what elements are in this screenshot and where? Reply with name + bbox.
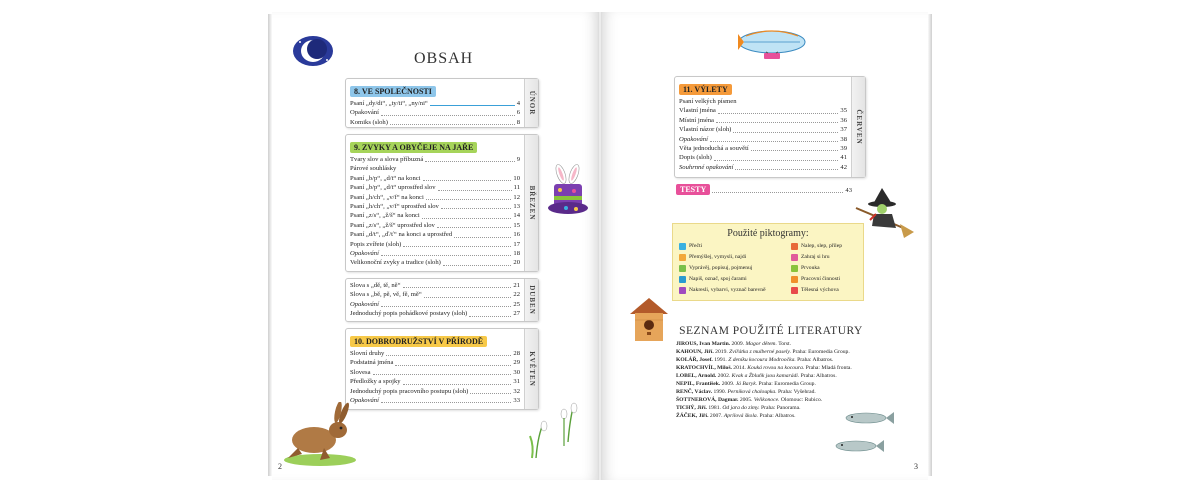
toc-row[interactable] <box>350 202 520 211</box>
toc-entry-page: 25 <box>513 300 520 308</box>
section-heading: 8. VE SPOLEČNOSTI <box>350 86 436 97</box>
scissors-icon <box>791 276 798 283</box>
toc-row[interactable] <box>350 230 520 239</box>
toc-entry-title: Vlastní názor (sloh) <box>679 126 732 134</box>
pictogram-item: Prvouka <box>791 265 820 272</box>
pictogram-legend-title: Použité piktogramy: <box>727 228 809 239</box>
toc-entry-page: 27 <box>513 310 520 318</box>
pictogram-item: Vyprávěj, popisuj, pojmenuj <box>679 265 752 272</box>
snowdrop-flowers-icon <box>524 398 584 460</box>
moon-icon <box>292 34 334 68</box>
toc-entry-title: Slova s „dě, tě, ně“ <box>350 281 401 289</box>
toc-row[interactable] <box>350 211 520 220</box>
toc-entry-title: Opakování <box>679 135 708 143</box>
toc-row[interactable] <box>350 396 520 405</box>
toc-entry-page: 36 <box>840 116 847 124</box>
literature-title: SEZNAM POUŽITÉ LITERATURY <box>679 325 863 337</box>
toc-entry-page: 39 <box>840 144 847 152</box>
month-tab: KVĚTEN <box>524 329 538 409</box>
easter-hat-icon <box>546 164 590 218</box>
toc-entry-page: 12 <box>513 193 520 201</box>
toc-entry-page: 6 <box>516 109 520 117</box>
literature-item: LOBEL, Arnold. 2002. Kvak a Žbluňk jsou kamarádi. Praha: Albatros. <box>676 373 837 379</box>
think-icon <box>679 254 686 261</box>
toc-section-june <box>674 76 866 178</box>
toc-entry-title: Dopis (sloh) <box>679 154 712 162</box>
toc-entry-page: 16 <box>513 231 520 239</box>
toc-entry-title: Popis zvířete (sloh) <box>350 240 402 248</box>
section-heading: 9. ZVYKY A OBYČEJE NA JAŘE <box>350 142 477 153</box>
toc-row[interactable] <box>350 377 520 386</box>
toc-title: OBSAH <box>414 50 474 67</box>
toc-row[interactable] <box>350 387 520 396</box>
toc-row[interactable] <box>350 221 520 230</box>
hare-icon <box>280 402 360 468</box>
toc-entry-title: Psaní „h/ch“, „v/f“ na konci <box>350 193 424 201</box>
toc-row[interactable] <box>350 155 520 164</box>
toc-row[interactable] <box>679 116 847 125</box>
fish-icon <box>828 408 894 456</box>
page-number-right: 3 <box>914 462 918 471</box>
toc-section-april <box>345 278 539 322</box>
toc-entry-page: 10 <box>513 174 520 182</box>
toc-entry-title: Psaní „d/t“, „ď/ť“ na konci a uprostřed <box>350 231 453 239</box>
toc-row[interactable] <box>350 349 520 358</box>
toc-row[interactable] <box>350 240 520 249</box>
toc-entry-title: Opakování <box>350 396 379 404</box>
leaf-icon <box>791 265 798 272</box>
page-edge-right <box>928 14 932 476</box>
pictogram-item: Přemýšlej, vymysli, najdi <box>679 254 746 261</box>
toc-entry-page: 17 <box>513 240 520 248</box>
literature-item: KOLÁŘ, Josef. 1991. Z deníku kocoura Modroočka. Praha: Albatros. <box>676 357 834 363</box>
toc-entry-page: 21 <box>513 281 520 289</box>
toc-row[interactable] <box>350 183 520 192</box>
toc-entry-page: 38 <box>840 135 847 143</box>
page-number-left: 2 <box>278 462 282 471</box>
pictogram-item: Tělesná výchova <box>791 287 839 294</box>
literature-item: TICHÝ, Jiří. 1981. Od jara do zimy. Praha: Panorama. <box>676 405 801 411</box>
section-heading: 10. DOBRODRUŽSTVÍ V PŘÍRODĚ <box>350 336 487 347</box>
toc-entry-title: Psaní „b/p“, „d/t“ uprostřed slov <box>350 184 436 192</box>
toc-entry-title: Psaní „h/ch“, „v/f“ uprostřed slov <box>350 202 439 210</box>
toc-tests[interactable] <box>676 186 852 195</box>
toc-entry-page: 37 <box>840 126 847 134</box>
toc-entry-title: Psaní „dy/di“, „ty/ti“, „ny/ni“ <box>350 99 428 107</box>
toc-entry-page: 35 <box>840 107 847 115</box>
toc-entry-page: 41 <box>840 154 847 162</box>
literature-item: KAHOUN, Jiří. 2019. Zvířátka z mulberné pasely. Praha: Euromedia Group. <box>676 349 850 355</box>
toc-entry-title: Párové souhlásky <box>350 165 397 173</box>
month-tab: DUBEN <box>524 279 538 321</box>
toc-row[interactable] <box>679 163 847 172</box>
toc-entry-page: 11 <box>513 184 520 192</box>
toc-row[interactable] <box>350 258 520 267</box>
literature-item: RENČ, Václav. 1990. Perníková chaloupka. Praha: Vyšehrad. <box>676 389 816 395</box>
toc-row[interactable] <box>350 99 520 108</box>
runner-icon <box>791 287 798 294</box>
toc-entry-page: 32 <box>513 387 520 395</box>
toc-entry-page: 8 <box>516 118 520 126</box>
pictogram-item: Pracovní činnosti <box>791 276 840 283</box>
toc-row[interactable] <box>350 309 520 318</box>
literature-item: KRATOCHVÍL, Miloš. 2014. Kouká rovou na kocoura. Praha: Mladá fronta. <box>676 365 852 371</box>
toc-row[interactable] <box>679 106 847 115</box>
tests-heading: TESTY <box>676 184 710 195</box>
toc-entry-page: 4 <box>516 99 520 107</box>
month-tab: BŘEZEN <box>524 135 538 271</box>
toc-entry-page: 31 <box>513 378 520 386</box>
toc-row[interactable] <box>679 125 847 134</box>
glue-icon <box>791 243 798 250</box>
toc-row[interactable] <box>350 118 520 127</box>
toc-entry-title: Souhrnné opakování <box>679 163 734 171</box>
toc-entry-page: 9 <box>516 155 520 163</box>
toc-entry-title: Věta jednoduchá a souvětí <box>679 144 749 152</box>
month-tab: ČERVEN <box>851 77 865 177</box>
toc-row[interactable] <box>350 108 520 117</box>
toc-entry-title: Komiks (sloh) <box>350 118 388 126</box>
book-icon <box>679 243 686 250</box>
toc-row[interactable] <box>350 300 520 309</box>
section-heading: 11. VÝLETY <box>679 84 732 95</box>
toc-row[interactable] <box>350 290 520 299</box>
toc-row[interactable] <box>350 249 520 258</box>
toc-row[interactable] <box>679 144 847 153</box>
toc-entry-title: Opakování <box>350 300 379 308</box>
toc-section-february <box>345 78 539 128</box>
toc-entry-page: 20 <box>513 259 520 267</box>
month-tab: ÚNOR <box>524 79 538 127</box>
brush-icon <box>679 287 686 294</box>
pictogram-item: Napiš, označ, spoj čarami <box>679 276 747 283</box>
pictogram-item: Nakresli, vybarvi, vyznač barevně <box>679 287 766 294</box>
toc-row[interactable] <box>350 174 520 183</box>
toc-entry-title: Psaní „b/p“, „d/t“ na konci <box>350 174 421 182</box>
toc-entry-page: 14 <box>513 212 520 220</box>
toc-row[interactable] <box>679 135 847 144</box>
toc-entry-title: Místní jména <box>679 116 714 124</box>
toc-entry-title: Jednoduchý popis pohádkové postavy (sloh) <box>350 310 468 318</box>
toc-entry-title: Velikonoční zvyky a tradice (sloh) <box>350 259 441 267</box>
toc-entry-title: Opakování <box>350 249 379 257</box>
literature-item: ŽÁČEK, Jiří. 2007. Aprílová škola. Praha: Albatros. <box>676 413 796 419</box>
literature-item: NEPIL, František. 2009. Já Baryk. Praha: Euromedia Group. <box>676 381 816 387</box>
toc-entry-title: Podstatná jména <box>350 359 394 367</box>
speech-icon <box>679 265 686 272</box>
toc-row[interactable] <box>679 97 847 106</box>
toc-entry-title: Opakování <box>350 109 379 117</box>
pencil-icon <box>679 276 686 283</box>
toc-entry-page: 13 <box>513 202 520 210</box>
toc-entry-title: Slovní druhy <box>350 349 385 357</box>
toc-entry-title: Slovesa <box>350 368 371 376</box>
toc-entry-page: 28 <box>513 349 520 357</box>
toc-entry-title: Jednoduchý popis pracovního postupu (sloh) <box>350 387 469 395</box>
toc-entry-title: Psaní velkých písmen <box>679 97 737 105</box>
toc-entry-title: Slova s „bě, pě, vě, fě, mě“ <box>350 291 422 299</box>
toc-entry-title: Psaní „z/s“, „ž/š“ na konci <box>350 212 420 220</box>
toc-row[interactable] <box>679 153 847 162</box>
literature-item: JIROUS, Ivan Martin. 2009. Magor dětem. Torst. <box>676 341 792 347</box>
toc-entry-title: Vlastní jména <box>679 107 716 115</box>
toc-section-may <box>345 328 539 410</box>
toc-entry-page: 15 <box>513 221 520 229</box>
toc-entry-page: 29 <box>513 359 520 367</box>
toc-entry-page: 42 <box>840 163 847 171</box>
toc-entry-page: 33 <box>513 396 520 404</box>
toc-row[interactable] <box>350 281 520 290</box>
pictogram-item: Zahraj si hru <box>791 254 830 261</box>
tests-page: 43 <box>845 186 852 194</box>
pictogram-item: Přečti <box>679 243 702 250</box>
toc-entry-title: Tvary slov a slova příbuzná <box>350 155 424 163</box>
birdhouse-icon <box>626 296 672 344</box>
toc-entry-title: Psaní „z/s“, „ž/š“ uprostřed slov <box>350 221 435 229</box>
toc-entry-title: Předložky a spojky <box>350 378 401 386</box>
literature-item: ŠOTTNEROVÁ, Dagmar. 2005. Velikonoce. Olomouc: Rubico. <box>676 397 823 403</box>
dice-icon <box>791 254 798 261</box>
toc-entry-page: 22 <box>513 291 520 299</box>
toc-row[interactable] <box>350 164 520 173</box>
toc-entry-page: 30 <box>513 368 520 376</box>
pictogram-legend <box>672 223 864 301</box>
toc-row[interactable] <box>350 368 520 377</box>
toc-entry-page: 18 <box>513 249 520 257</box>
airship-icon <box>736 28 808 62</box>
toc-row[interactable] <box>350 358 520 367</box>
toc-section-march <box>345 134 539 272</box>
book-gutter <box>598 12 602 480</box>
pictogram-item: Nalep, slep, přilep <box>791 243 842 250</box>
toc-row[interactable] <box>350 193 520 202</box>
